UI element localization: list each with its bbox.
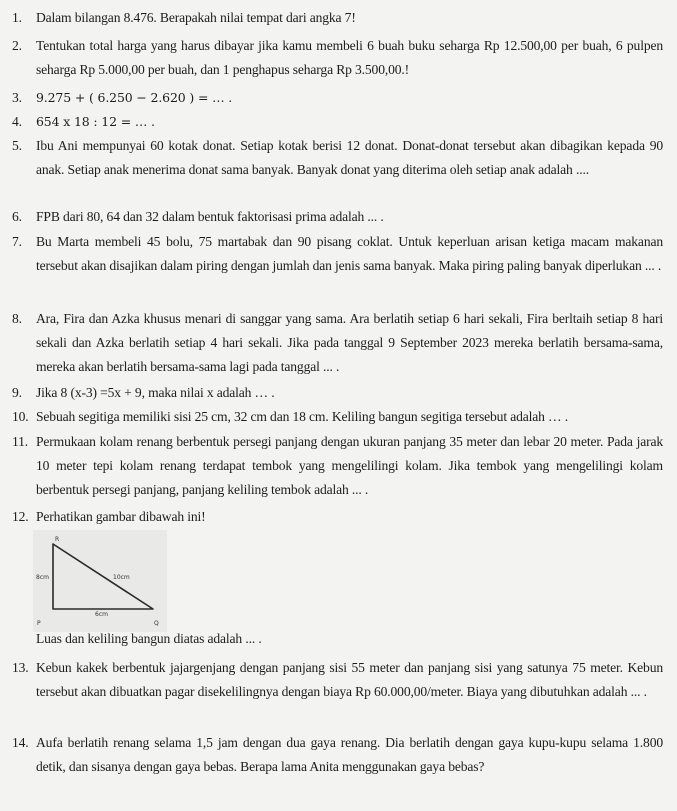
right-triangle-shape: [53, 544, 153, 609]
question-text: Sebuah segitiga memiliki sisi 25 cm, 32 cm dan 18 cm. Keliling bangun segitiga tersebut adalah … .: [36, 409, 568, 424]
question-number: 11.: [12, 434, 29, 449]
question-text: Permukaan kolam renang berbentuk persegi panjang dengan ukuran panjang 35 meter dan lebar 20 meter. Pada jarak 10 meter tepi kolam renang terdapat tembok yang mengelilingi kolam. Jika tembok yang mengelilingi kolam berbentuk persegi panjang, panjang keliling tembok adalah ... .: [36, 434, 663, 497]
question-number: 8.: [12, 311, 22, 326]
question-text: Ara, Fira dan Azka khusus menari di sanggar yang sama. Ara berlatih setiap 6 hari sekali, Fira berltaih setiap 8 hari sekali dan Azka berlatih setiap 4 hari sekali. Jika pada tanggal 9 September 2023 mereka berlatih bersama-sama, mereka akan berlatih bersama-sama lagi pada tanggal ... .: [36, 311, 663, 374]
question-number: 4.: [12, 114, 22, 129]
question-text: 654 x 18 : 12 = … .: [36, 114, 155, 129]
question-number: 10.: [12, 409, 29, 424]
question-text: Ibu Ani mempunyai 60 kotak donat. Setiap kotak berisi 12 donat. Donat-donat tersebut akan dibagikan kepada 90 anak. Setiap anak menerima donat sama banyak. Banyak donat yang diterima oleh setiap anak adalah ....: [36, 138, 663, 177]
question-text: 9.275 + ( 6.250 − 2.620 ) = … .: [36, 90, 233, 105]
question-number: 2.: [12, 38, 22, 53]
question-text: Luas dan keliling bangun diatas adalah ... .: [36, 631, 262, 646]
question-number: 12.: [12, 509, 29, 524]
question-text: Perhatikan gambar dibawah ini!: [36, 509, 206, 524]
side-vertical-label: 8cm: [36, 574, 49, 581]
side-base-label: 6cm: [95, 611, 108, 618]
question-number: 1.: [12, 10, 22, 25]
triangle-figure: [33, 530, 167, 632]
vertex-r-label: R: [55, 536, 60, 543]
question-text: Bu Marta membeli 45 bolu, 75 martabak dan 90 pisang coklat. Untuk keperluan arisan ketiga macam makanan tersebut akan disajikan dalam piring dengan jumlah dan jenis sama banyak. Maka piring paling banyak diperlukan ... .: [36, 234, 663, 273]
question-number: 6.: [12, 209, 22, 224]
question-number: 9.: [12, 385, 22, 400]
vertex-p-label: P: [37, 620, 41, 627]
vertex-q-label: Q: [154, 620, 159, 627]
question-number: 13.: [12, 660, 29, 675]
side-hypotenuse-label: 10cm: [113, 574, 130, 581]
question-text: Dalam bilangan 8.476. Berapakah nilai tempat dari angka 7!: [36, 10, 356, 25]
question-text: Tentukan total harga yang harus dibayar jika kamu membeli 6 buah buku seharga Rp 12.500,00 per buah, 6 pulpen seharga Rp 5.000,00 per buah, dan 1 penghapus seharga Rp 3.500,00.!: [36, 38, 663, 77]
question-number: 5.: [12, 138, 22, 153]
question-number: 7.: [12, 234, 22, 249]
question-number: 14.: [12, 735, 29, 750]
question-text: Jika 8 (x-3) =5x + 9, maka nilai x adalah … .: [36, 385, 275, 400]
question-number: 3.: [12, 90, 22, 105]
triangle-diagram: [33, 530, 167, 632]
question-text: FPB dari 80, 64 dan 32 dalam bentuk faktorisasi prima adalah ... .: [36, 209, 384, 224]
question-text: Aufa berlatih renang selama 1,5 jam dengan dua gaya renang. Dia berlatih dengan gaya kupu-kupu selama 1.800 detik, dan sisanya dengan gaya bebas. Berapa lama Anita menggunakan gaya bebas?: [36, 735, 663, 774]
question-text: Kebun kakek berbentuk jajargenjang dengan panjang sisi 55 meter dan panjang sisi yang satunya 75 meter. Kebun tersebut akan dibuatkan pagar disekelilingnya dengan biaya Rp 60.000,00/meter. Biaya yang dibutuhkan adalah ... .: [36, 660, 663, 699]
